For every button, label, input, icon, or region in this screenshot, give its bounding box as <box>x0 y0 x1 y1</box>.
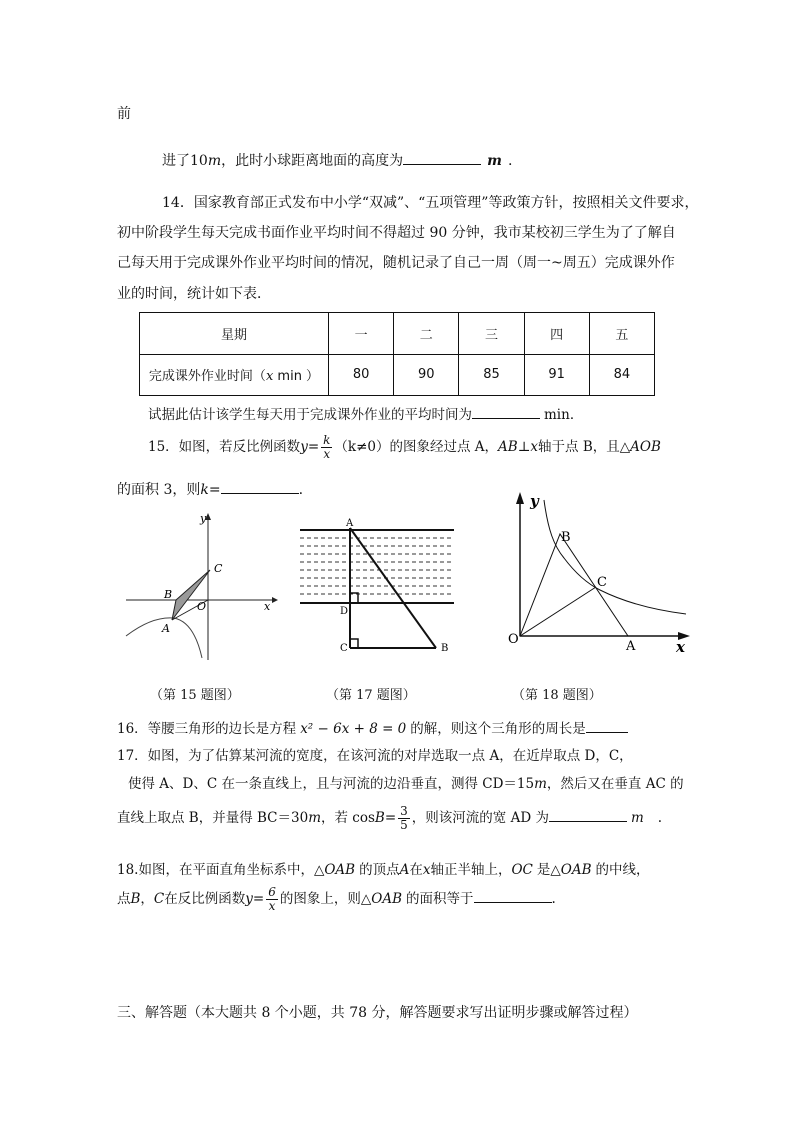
fig18-label-A: A <box>626 639 636 654</box>
caption-fig17: （第 17 题图） <box>326 688 416 703</box>
fraction-6-over-x: $\frac{6}{x}$ <box>268 885 276 913</box>
table-cell: 84 <box>589 354 654 396</box>
q14-line1: 14．国家教育部正式发布中小学“双减”、“五项管理”等政策方针，按照相关文件要求， <box>162 195 699 211</box>
fig18-label-x: x <box>676 638 685 656</box>
answer-blank-16[interactable] <box>586 731 628 733</box>
table-header-cell: 五 <box>589 313 654 355</box>
fig17-label-B: B <box>441 643 449 654</box>
fig18-label-y: y <box>530 492 539 510</box>
lead-line <box>162 150 512 170</box>
table-row <box>140 354 655 396</box>
lead-text-tail: ，此时小球距离地面的高度为 <box>221 153 404 169</box>
answer-blank-17[interactable] <box>549 820 627 822</box>
homework-table <box>139 312 655 396</box>
lead-m: m <box>207 153 222 169</box>
q15-line1: 15．如图，若反比例函数y= $\frac{k}{x}$ （k≠0）的图象经过点 A，AB⊥x轴于点 B，且△AOB <box>148 433 661 461</box>
fig17-label-D: D <box>340 606 349 617</box>
answer-blank-18[interactable] <box>474 901 552 903</box>
fig15-label-y: y <box>200 512 207 525</box>
lead-unit: m <box>487 153 502 169</box>
fig15-label-A: A <box>162 622 170 635</box>
q15-line2: 的面积 3，则k= . <box>117 482 304 498</box>
q16-line: 16．等腰三角形的边长是方程 x² − 6x + 8 = 0 的解，则这个三角形的周长是 <box>117 717 628 737</box>
answer-blank-14[interactable] <box>472 417 540 419</box>
q14-line4: 业的时间，统计如下表． <box>117 286 271 302</box>
table-header-cell: 四 <box>524 313 589 355</box>
q14-line3: 己每天用于完成课外作业平均时间的情况，随机记录了自己一周（周一~周五）完成课外作 <box>117 255 675 271</box>
fig17-label-A: A <box>346 518 354 529</box>
fig17-label-C: C <box>340 643 348 654</box>
table-cell: 91 <box>524 354 589 396</box>
table-header-cell: 星期 <box>140 313 329 355</box>
caption-fig18: （第 18 题图） <box>512 688 602 703</box>
table-cell: 90 <box>394 354 459 396</box>
lead-end: . <box>507 153 513 169</box>
fig15-label-B: B <box>164 588 173 601</box>
fig18-label-C: C <box>597 575 607 590</box>
table-row-label: 完成课外作业时间（x min ） <box>140 354 329 396</box>
fig15-label-C: C <box>214 562 223 575</box>
fig17-right-angle-C <box>350 639 358 648</box>
lead-qian: 前 <box>117 106 131 122</box>
table-header-cell: 二 <box>394 313 459 355</box>
fraction-k-over-x: $\frac{k}{x}$ <box>323 433 331 461</box>
fig15-label-O: O <box>197 600 207 613</box>
fraction-3-over-5: $\frac{3}{5}$ <box>400 804 408 832</box>
fig15-label-x: x <box>264 600 271 613</box>
q18-line1: 18.如图，在平面直角坐标系中，△OAB 的顶点A在x轴正半轴上，OC 是△OAB 的中线， <box>117 862 650 878</box>
table-header-cell: 一 <box>329 313 394 355</box>
fig18-triangle-OAB <box>520 534 628 636</box>
caption-fig15: （第 15 题图） <box>150 688 240 703</box>
figure-18 <box>504 490 694 658</box>
lead-text: 进了10 <box>162 153 208 169</box>
figure-15 <box>122 508 282 664</box>
table-cell: 80 <box>329 354 394 396</box>
answer-blank-15[interactable] <box>221 492 299 494</box>
figure-17 <box>296 516 462 656</box>
fig15-x-arrow <box>272 597 278 603</box>
fig18-median-OC <box>520 587 596 636</box>
fig18-hyperbola <box>544 500 686 614</box>
fig18-label-O: O <box>508 632 519 647</box>
q18-line2: 点B，C在反比例函数y= $\frac{6}{x}$ 的图象上，则△OAB 的面积等于 . <box>117 885 556 913</box>
q14-line2: 初中阶段学生每天完成书面作业平均时间不得超过 90 分钟，我市某校初三学生为了了解自 <box>117 225 676 241</box>
q14-after: 试据此估计该学生每天用于完成课外作业的平均时间为 min． <box>148 407 584 423</box>
table-cell: 85 <box>459 354 524 396</box>
table-header-row <box>140 313 655 355</box>
q17-line3: 直线上取点 B，并量得 BC＝30m，若 cosB= $\frac{3}{5}$ ，则该河流的宽 AD 为 m . <box>117 804 663 832</box>
table-header-cell: 三 <box>459 313 524 355</box>
q16-equation: x² − 6x + 8 = 0 <box>300 721 407 737</box>
section3-heading: 三、解答题（本大题共 8 个小题，共 78 分，解答题要求写出证明步骤或解答过程） <box>117 1005 638 1021</box>
fig18-y-arrow <box>516 492 524 504</box>
answer-blank-13[interactable] <box>403 163 481 165</box>
q17-line1: 17．如图，为了估算某河流的宽度，在该河流的对岸选取一点 A，在近岸取点 D，C， <box>117 748 633 764</box>
q17-line2: 使得 A、D、C 在一条直线上，且与河流的边沿垂直，测得 CD＝15m，然后又在垂直 AC 的 <box>128 776 684 792</box>
fig18-label-B: B <box>561 530 571 545</box>
